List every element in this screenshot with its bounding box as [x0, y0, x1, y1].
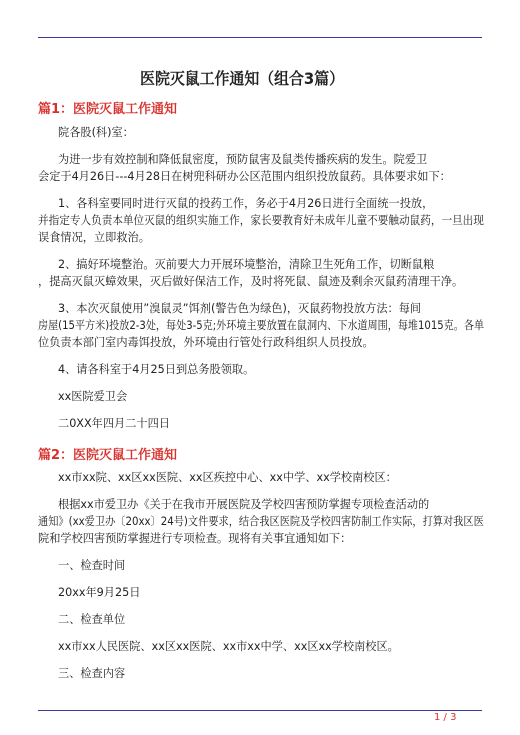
date-line: 二0XX年四月二十四日 — [58, 417, 170, 430]
paragraph-line: 根据xx市爱卫办《关于在我市开展医院及学校四害预防掌握专项检查活动的 — [58, 498, 430, 511]
paragraph-line: 3、本次灭鼠使用”溴鼠灵”饵剂(警告色为绿色)，灭鼠药物投放方法：每间 — [58, 302, 422, 315]
paragraph-line: 三、检查内容 — [58, 667, 126, 680]
paragraph-line: 会定于4月26日---4月28日在树兜科研办公区范围内组织投放鼠药。具体要求如下： — [38, 170, 451, 183]
paragraph-line: 4、请各科室于4月25日到总务股领取。 — [58, 363, 255, 376]
paragraph-line: 房屋(15平方米)投放2-3处，每处3-5克;外环境主要放置在鼠洞内、下水道周围，每堆1015克。各单 — [38, 319, 485, 332]
paragraph-line: 误食情况，立即救治。 — [38, 231, 150, 244]
section-heading: 篇1：医院灭鼠工作通知 — [38, 102, 178, 117]
paragraph-line: xx市xx人民医院、xx区xx医院、xx市xx中学、xx区xx学校南校区。 — [58, 640, 399, 653]
paragraph-line: 一、检查时间 — [58, 559, 126, 572]
paragraph-line: 院各股(科)室： — [58, 126, 134, 139]
header-rule — [38, 37, 482, 38]
paragraph-line: 并指定专人负责本单位灭鼠的组织实施工作，家长要教育好未成年儿童不要触动鼠药，一旦出现 — [38, 214, 484, 227]
paragraph-line: 位负责本部门室内毒饵投放，外环境由行管处行政科组织人员投放。 — [38, 336, 374, 349]
page-indicator: 1 / 3 — [434, 712, 457, 723]
paragraph-line: ，提高灭鼠灭蟑效果，灭后做好保洁工作，及时将死鼠、鼠迹及剩余灭鼠药清理干净。 — [38, 275, 464, 288]
signature-line: xx医院爱卫会 — [58, 390, 128, 403]
section-heading: 篇2：医院灭鼠工作通知 — [38, 448, 178, 463]
paragraph-line: 20xx年9月25日 — [58, 586, 141, 599]
footer-rule — [38, 710, 482, 711]
paragraph-line: xx市xx院、xx区xx医院、xx区疾控中心、xx中学、xx学校南校区： — [58, 471, 397, 484]
paragraph-line: 二、检查单位 — [58, 613, 126, 626]
paragraph-line: 1、各科室要同时进行灭鼠的投药工作，务必于4月26日进行全面统一投放， — [58, 197, 434, 210]
paragraph-line: 院和学校四害预防掌握进行专项检查。现将有关事宜通知如下： — [38, 532, 352, 545]
paragraph-line: 为进一步有效控制和降低鼠密度，预防鼠害及鼠类传播疾病的发生。院爱卫 — [58, 153, 428, 166]
document-title: 医院灭鼠工作通知（组合3篇） — [140, 69, 345, 88]
paragraph-line: 通知》(xx爱卫办〔20xx〕24号)文件要求，结合我区医院及学校四害防制工作实际，打算对我区医 — [38, 515, 484, 528]
paragraph-line: 2、搞好环境整治。灭前要大力开展环境整治，清除卫生死角工作，切断鼠粮 — [58, 258, 435, 271]
